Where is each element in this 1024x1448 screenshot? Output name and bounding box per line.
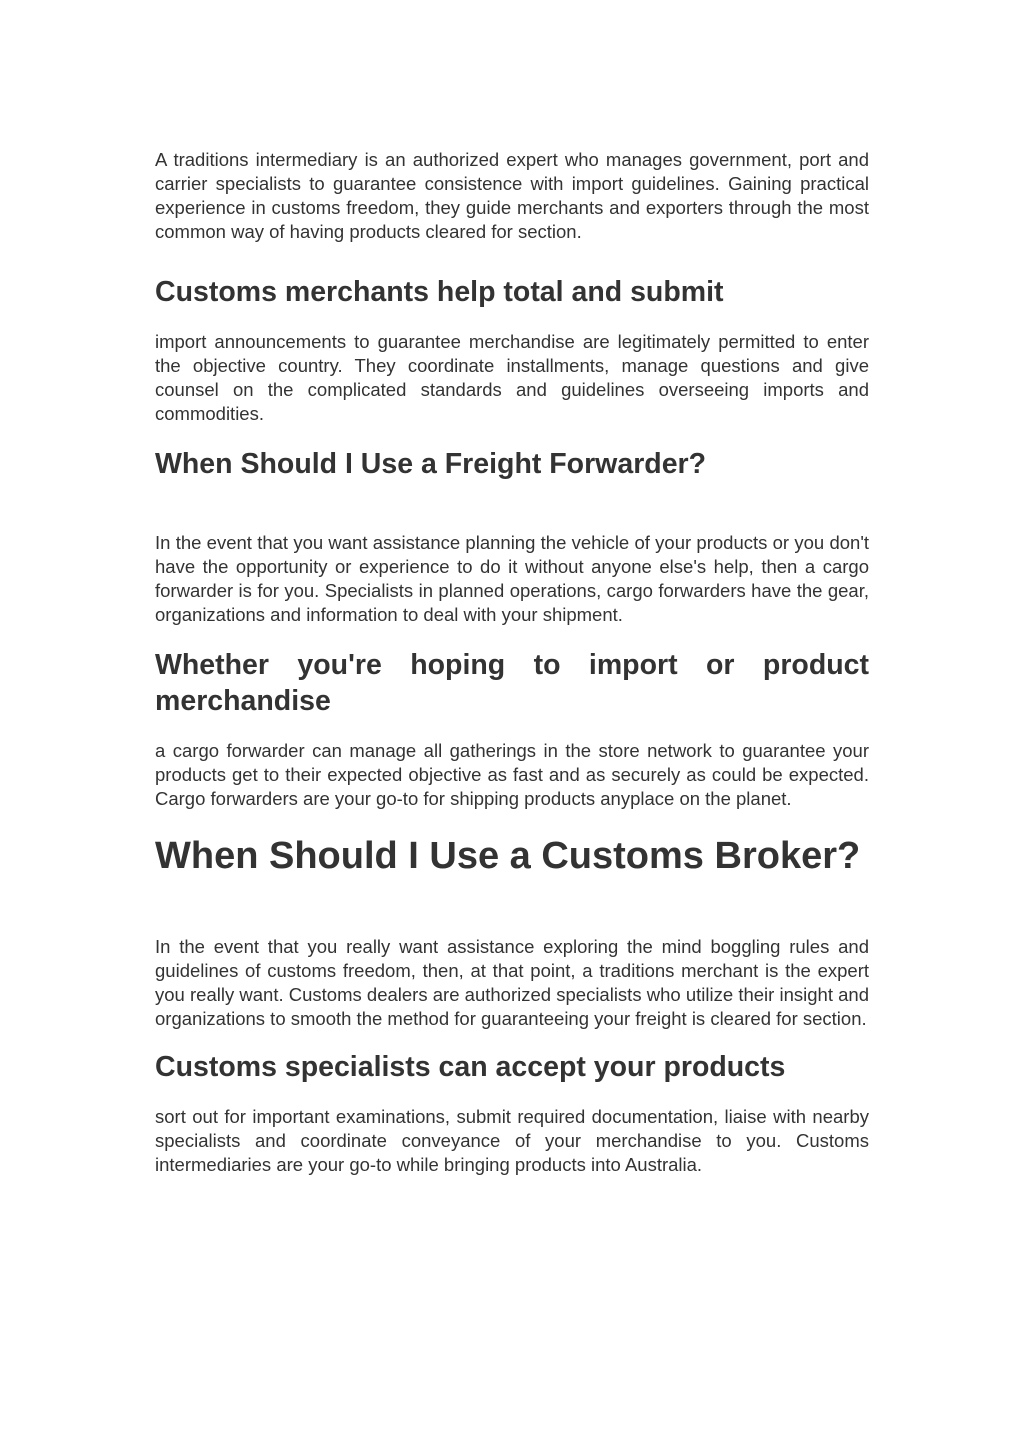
title-customs-broker: When Should I Use a Customs Broker? — [155, 835, 861, 877]
paragraph-customs-broker: In the event that you really want assistance exploring the mind boggling rules and guidelines of customs freedom, then, at that point, a traditions merchant is the expert you really want. Customs dealers are authorized specialists who utilize their insight and organizations to smooth the method for guaranteeing your freight is cleared for section. — [155, 936, 869, 1029]
paragraph-freight-forwarder: In the event that you want assistance planning the vehicle of your products or you don't have the opportunity or experience to do it without anyone else's help, then a cargo forwarder is for you. Specialists in planned operations, cargo forwarders have the gear, organizations and information to deal with your shipment. — [155, 532, 869, 625]
heading-customs-specialists: Customs specialists can accept your products — [155, 1051, 786, 1083]
heading-freight-forwarder: When Should I Use a Freight Forwarder? — [155, 448, 707, 480]
intro-paragraph: A traditions intermediary is an authorized expert who manages government, port and carrier specialists to guarantee consistence with import guidelines. Gaining practical experience in customs freedom, they guide merchants and exporters through the most common way of having products cleared for section. — [155, 149, 869, 242]
paragraph-cargo-forwarder: a cargo forwarder can manage all gatherings in the store network to guarantee your products get to their expected objective as fast and as securely as could be expected. Cargo forwarders are your go-to for shipping products anyplace on the planet. — [155, 740, 869, 809]
paragraph-customs-specialists: sort out for important examinations, submit required documentation, liaise with nearby specialists and coordinate conveyance of your merchandise to you. Customs intermediaries are your go-to while bringing products into Australia. — [155, 1106, 869, 1175]
heading-customs-merchants: Customs merchants help total and submit — [155, 276, 724, 308]
document-body — [155, 148, 869, 1177]
heading-import-or-product: Whether you're hoping to import or product merchandise — [155, 649, 869, 717]
paragraph-import-announcements: import announcements to guarantee merchandise are legitimately permitted to enter the objective country. They coordinate installments, manage questions and give counsel on the complicated standards and guidelines overseeing imports and commodities. — [155, 331, 869, 424]
